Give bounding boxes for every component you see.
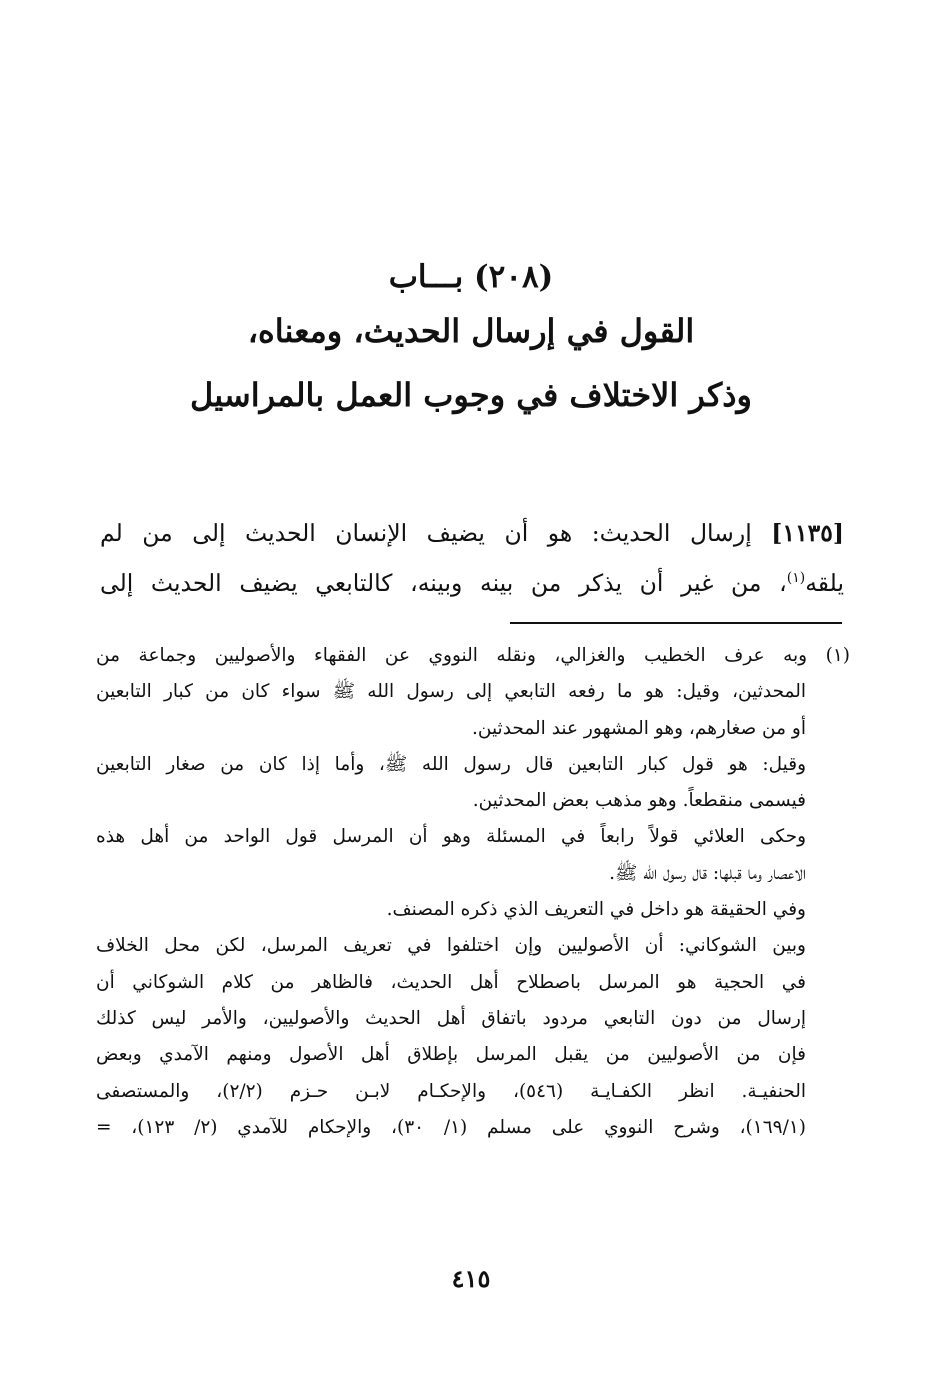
footnote-line: وحكى العلائي قولاً رابعاً في المسئلة وهو أن المرسل قول الواحد من أهل هذه (96, 826, 806, 848)
page-number: ٤١٥ (451, 1264, 491, 1293)
main-text-line-2-start: يلقه (805, 569, 844, 597)
footnote-line: وقيل: هو قول كبار التابعين قال رسول الله ﷺ، وأما إذا كان من صغار التابعين (96, 753, 806, 775)
entry-number: [١١٣٥] (771, 519, 844, 547)
footnote-line: الحنفيـة. انظر الكفـايـة (٥٤٦)، والإحكـام لابـن حـزم (٢/٢)، والمستصفى (96, 1080, 807, 1102)
footnote-reference[interactable]: (١) (786, 570, 806, 587)
footnote-line: المحدثين، وقيل: هو ما رفعه التابعي إلى رسول الله ﷺ سواء كان من كبار التابعين (96, 681, 806, 703)
chapter-heading (100, 255, 842, 427)
footnote-line: (١) وبه عرف الخطيب والغزالي، ونقله النووي عن الفقهاء والأصوليين وجماعة من (96, 645, 850, 666)
footnote-line: أو من صغارهم، وهو المشهور عند المحدثين. (472, 717, 806, 739)
footnote-line: الاعصار وما قبلها: قال رسول الله ﷺ. (609, 862, 806, 884)
footnotes (96, 638, 850, 1146)
main-text (100, 508, 844, 608)
main-text-line-2-end: ، من غير أن يذكر من بينه وبينه، كالتابعي يضيف الحديث إلى (100, 569, 787, 597)
footnote-line: وبين الشوكاني: أن الأصوليين وإن اختلفوا في تعريف المرسل، لكن محل الخلاف (96, 935, 806, 957)
footnote-separator (510, 622, 842, 624)
footnote-line: وفي الحقيقة هو داخل في التعريف الذي ذكره المصنف. (386, 899, 806, 921)
chapter-title-line-2: وذكر الاختلاف في وجوب العمل بالمراسيل (190, 376, 752, 414)
chapter-number: (٢٠٨) بـــاب (388, 259, 554, 295)
footnote-line: فإن من الأصوليين من يقبل المرسل بإطلاق أهل الأصول ومنهم الآمدي وبعض (96, 1044, 806, 1066)
main-text-line-2 (100, 558, 844, 608)
footnote-line: فيسمى منقطعاً. وهو مذهب بعض المحدثين. (472, 790, 806, 812)
main-text-line-1 (100, 508, 844, 558)
footnote-line: (١٦٩/١)، وشرح النووي على مسلم (١/ ٣٠)، والإحكام للآمدي (٢/ ١٢٣)، = (96, 1116, 806, 1138)
chapter-title-line-1: القول في إرسال الحديث، ومعناه، (247, 312, 695, 350)
footnote-line: في الحجية هو المرسل باصطلاح أهل الحديث، فالظاهر من كلام الشوكاني أن (96, 971, 806, 993)
main-text-line-1-body: إرسال الحديث: هو أن يضيف الإنسان الحديث إلى من لم (100, 519, 752, 547)
footnote-line: إرسال من دون التابعي مردود باتفاق أهل الحديث والأصوليين، والأمر ليس كذلك (96, 1007, 806, 1029)
